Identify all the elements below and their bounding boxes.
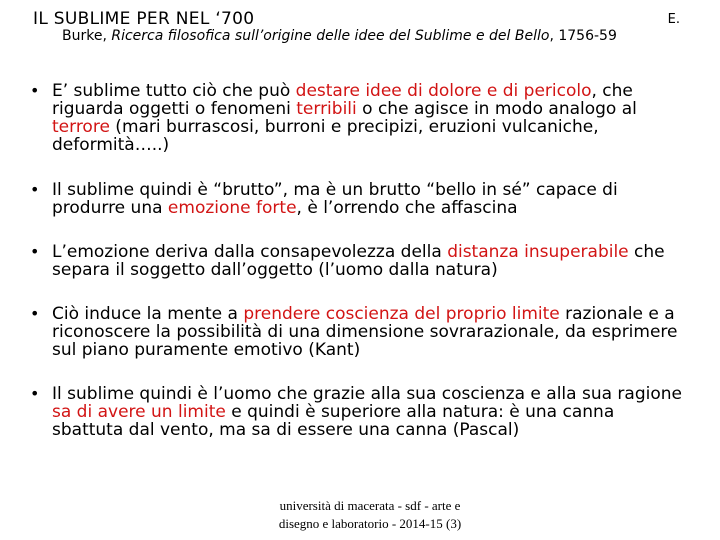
highlight-text: emozione forte [167, 198, 297, 218]
bullet-text: (mari burrascosi, burroni e precipizi, eruzioni vulcaniche, deformità…..) [52, 117, 599, 155]
highlight-text: terribili [296, 99, 357, 119]
bullet-text: , è l’orrendo che affascina [296, 198, 518, 218]
bullet-text: razionale e a riconoscere la possibilità di una dimensione sovrarazionale, da esprimere sul piano puramente emotivo (Kant) [52, 304, 678, 360]
bullet-text: E’ sublime tutto ciò che può [52, 81, 296, 101]
bullet-text: L’emozione deriva dalla consapevolezza della [52, 242, 448, 262]
author-name: Burke, [62, 28, 112, 44]
footer-line: disegno e laboratorio - 2014-15 (3) [278, 516, 462, 531]
slide-title: IL SUBLIME PER NEL ‘700 [33, 9, 255, 29]
author-initial: E. [667, 12, 680, 27]
work-title: Ricerca filosofica sull’origine delle idee del Sublime e del Bello [111, 28, 550, 44]
bullet-item [30, 385, 690, 439]
bullet-text: che separa il soggetto dall’oggetto (l’uomo dalla natura) [52, 242, 665, 280]
source-citation [62, 28, 617, 44]
highlight-text: destare idee di dolore e di pericolo [295, 81, 592, 101]
highlight-text: sa di avere un limite [52, 402, 226, 422]
bullet-item [30, 305, 690, 359]
highlight-text: terrore [52, 117, 110, 137]
bullet-item [30, 243, 690, 279]
bullet-text: Ciò induce la mente a [52, 304, 244, 324]
highlight-text: distanza insuperabile [447, 242, 629, 262]
work-years: , 1756-59 [549, 28, 617, 44]
highlight-text: prendere coscienza del proprio limite [243, 304, 560, 324]
bullet-item [30, 181, 690, 217]
bullet-text: e quindi è superiore alla natura: è una canna sbattuta dal vento, ma sa di essere una canna (Pascal) [52, 402, 615, 440]
bullet-text: Il sublime quindi è l’uomo che grazie alla sua coscienza e alla sua ragione [52, 384, 682, 404]
footer-line: università di macerata - sdf - arte e [279, 498, 461, 513]
bullet-text: , che riguarda oggetti o fenomeni [52, 81, 633, 119]
bullet-text: Il sublime quindi è “brutto”, ma è un brutto “bello in sé” capace di produrre una [52, 180, 618, 218]
bullet-item [30, 82, 690, 154]
bullet-text: o che agisce in modo analogo al [356, 99, 637, 119]
bullet-list [30, 82, 690, 439]
slide-footer [220, 497, 520, 533]
